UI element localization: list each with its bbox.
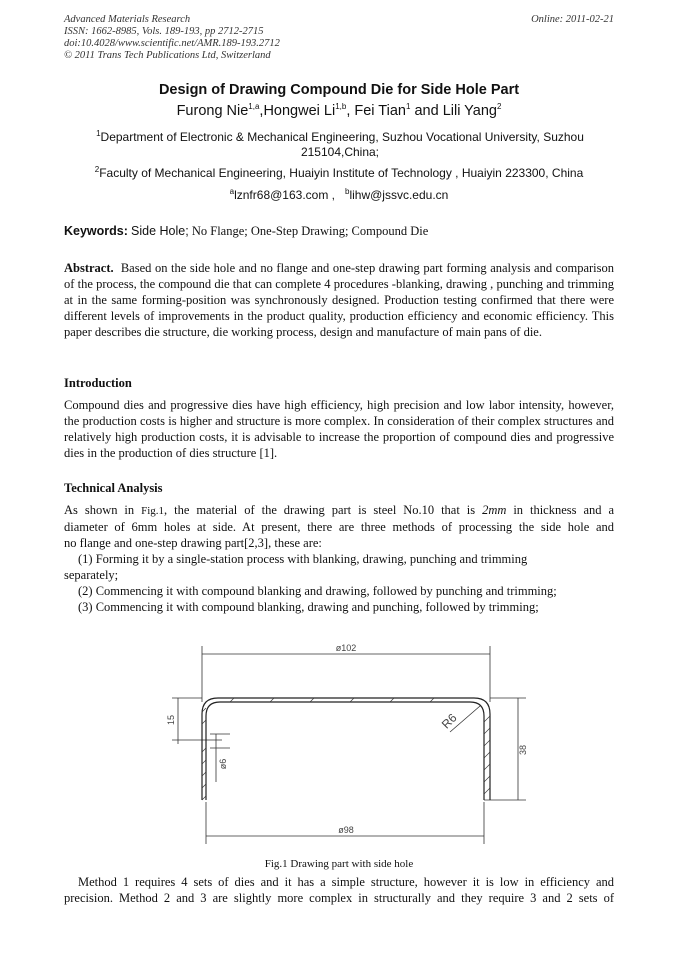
affiliation-sup: 2 (94, 165, 100, 174)
keywords-line (64, 224, 428, 239)
technical-paragraph (64, 502, 614, 615)
text-line: diameter of 6mm holes at side. At present, there are three methods of processing the side hole and (64, 520, 614, 534)
author-sup: 2 (496, 102, 502, 112)
doi-line: doi:10.4028/www.scientific.net/AMR.189-193.2712 (64, 38, 280, 49)
author-sep: , (346, 103, 355, 119)
author-name: Furong Nie (176, 103, 249, 119)
email-line: $^a$lznfr68@163.com , $^b$lihw@jssvc.edu.cn (229, 187, 449, 202)
method-item-1-cont: separately; (64, 568, 119, 582)
method-item-3: (3) Commencing it with compound blanking, drawing and punching, followed by trimming; (78, 600, 539, 614)
figure-ref[interactable]: Fig.1 (141, 505, 165, 517)
method-item-1: (1) Forming it by a single-station process with blanking, drawing, punching and trimming (78, 552, 528, 566)
issn-line: ISSN: 1662-8985, Vols. 189-193, pp 2712-2715 (64, 26, 264, 37)
abstract-paragraph (64, 260, 614, 340)
text-line: no flange and one-step drawing part[2,3], these are: (64, 536, 322, 550)
author-name: Lili Yang (442, 103, 497, 119)
dim-hole-pos-label: 15 (166, 714, 176, 726)
method-item-2: (2) Commencing it with compound blanking and drawing, followed by punching and trimming; (78, 584, 557, 598)
author-name: Hongwei Li (263, 103, 336, 119)
author-sup: 1 (405, 102, 411, 112)
journal-name: Advanced Materials Research (64, 14, 191, 25)
author-sep: , (259, 103, 264, 119)
dim-hole-label: ø6 (218, 758, 228, 770)
dim-bottom-label: ø98 (338, 825, 354, 835)
text-run: in thickness and a (506, 503, 615, 517)
affiliation-text: Faculty of Mechanical Engineering, Huaiyin Institute of Technology , Huaiyin 223300, China (99, 166, 584, 180)
introduction-heading: Introduction (64, 376, 132, 390)
author-sup: 1,a (248, 102, 260, 112)
text-run: As shown in (64, 503, 142, 517)
figure-drawing (150, 632, 530, 852)
header-block (64, 14, 280, 62)
author-name: Fei Tian (354, 103, 406, 119)
abstract-text: Based on the side hole and no flange and one-step drawing part forming analysis and comparison of the process, the compound die that can complete 4 procedures -blanking, drawing , punching and trimming at in the same forming-position was synchronously designed. Production testing confirmed that there were different levels of improvements in the product quality, production efficiency and economic efficiency. This paper describes die structure, die working process, design and manufacture of main pans of die. (64, 261, 615, 339)
affiliation-text: Department of Electronic & Mechanical Engineering, Suzhou Vocational University, Suzhou 215104,China; (100, 130, 584, 159)
text-line: precision. Method 2 and 3 are slightly more complex in structurally and they require 3 and 2 sets of (64, 891, 614, 905)
email-address[interactable]: lznfr68@163.com (234, 188, 329, 202)
affiliation-2 (64, 166, 614, 181)
dim-height-label: 38 (518, 744, 528, 756)
text-run: 2mm (482, 503, 507, 517)
keywords-label: Keywords: (64, 224, 128, 238)
introduction-paragraph: Compound dies and progressive dies have high efficiency, high precision and low labor intensity, however, the production costs is higher and structure is more complex. In consideration of their complex structures and relatively high production costs, it is advisable to increase the proportion of compound dies and progressive dies in the production of dies structure [1]. (64, 398, 614, 460)
text-line: Method 1 requires 4 sets of dies and it has a simple structure, however it is low in efficiency and (78, 875, 614, 889)
keywords-first: Side Hole; (131, 224, 189, 238)
author-list (0, 103, 678, 119)
affiliation-sup: 1 (96, 129, 101, 138)
email-sup: b (345, 187, 350, 196)
affiliation-1 (80, 130, 600, 160)
online-date: Online: 2011-02-21 (531, 14, 614, 25)
email-address[interactable]: lihw@jssvc.edu.cn (349, 188, 449, 202)
abstract-label: Abstract. (64, 261, 114, 275)
figure-caption: Fig.1 Drawing part with side hole (264, 858, 414, 870)
technical-heading: Technical Analysis (64, 481, 163, 495)
dim-radius-label: R6 (438, 710, 460, 732)
paper-title: Design of Drawing Compound Die for Side Hole Part (158, 82, 520, 98)
email-sup: a (229, 187, 235, 196)
bottom-paragraph (64, 874, 614, 906)
author-sep: and (410, 103, 443, 119)
keywords-rest: No Flange; One-Step Drawing; Compound Die (191, 224, 429, 238)
dim-top-label: ø102 (335, 643, 357, 653)
author-sup: 1,b (335, 102, 347, 112)
text-run: , the material of the drawing part is steel No.10 that is (164, 503, 483, 517)
copyright-line: © 2011 Trans Tech Publications Ltd, Switzerland (64, 50, 271, 61)
